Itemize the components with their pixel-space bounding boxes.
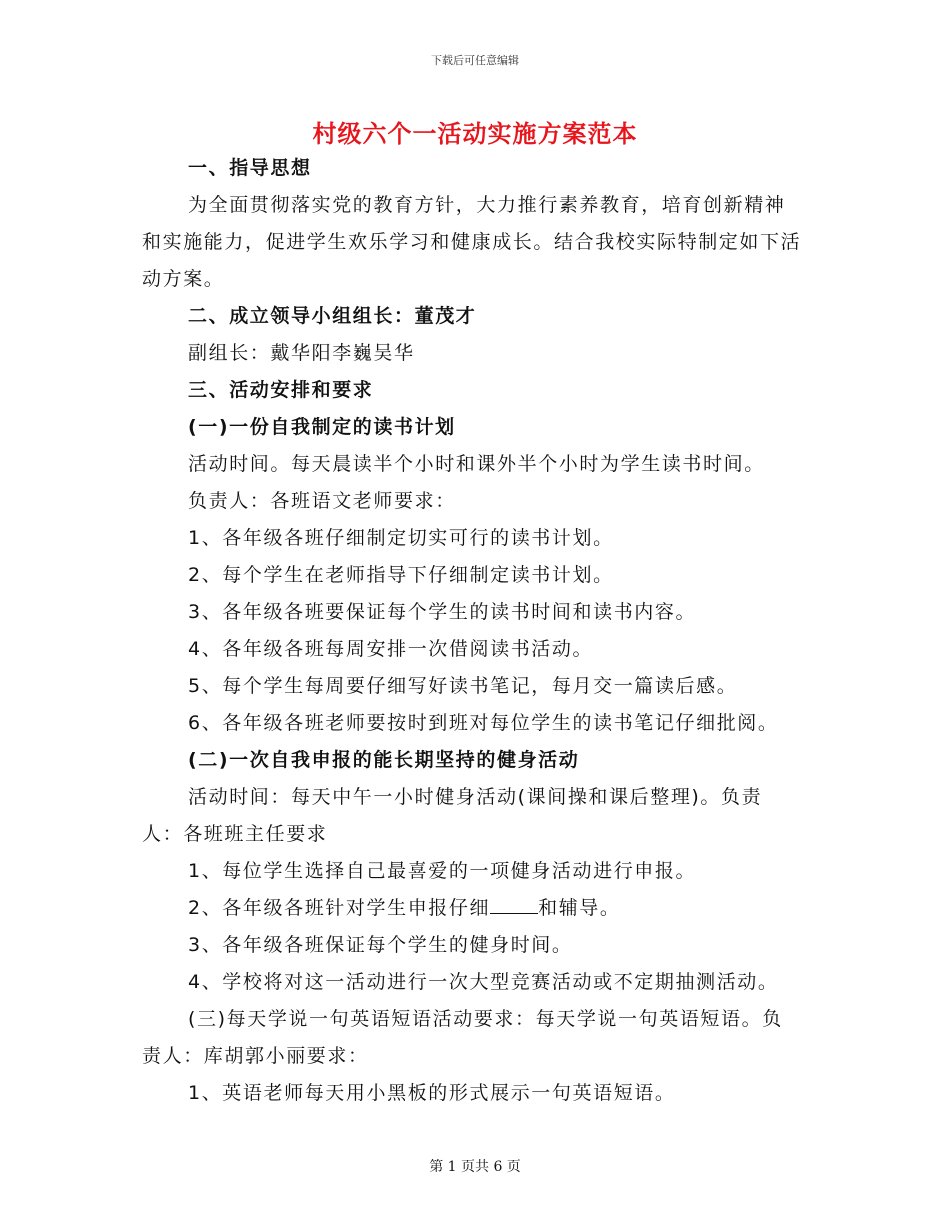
header-note: 下载后可任意编辑 (431, 54, 519, 67)
list-item-fitness-3: 3、各年级各班保证每个学生的健身时间。 (188, 934, 573, 956)
fill-in-blank (490, 897, 538, 914)
fitness-2-text-before: 2、各年级各班针对学生申报仔细 (188, 897, 491, 919)
list-item-fitness-1: 1、每位学生选择自己最喜爱的一项健身活动进行申报。 (188, 860, 697, 882)
subsection-heading-fitness: (二)一次自我申报的能长期坚持的健身活动 (188, 749, 580, 771)
document-body (142, 150, 802, 1112)
paragraph-guiding-thought: 为全面贯彻落实党的教育方针，大力推行素养教育，培育创新精神和实施能力，促进学生欢乐学习和健康成长。结合我校实际特制定如下活动方案。 (142, 194, 802, 290)
list-item-reading-4: 4、各年级各班每周安排一次借阅读书活动。 (188, 638, 594, 660)
list-item-fitness-4: 4、学校将对这一活动进行一次大型竞赛活动或不定期抽测活动。 (188, 971, 779, 993)
paragraph-fitness-time: 活动时间：每天中午一小时健身活动(课间操和课后整理)。负责人：各班班主任要求 (142, 786, 763, 845)
paragraph-reading-owner: 负责人：各班语文老师要求： (188, 490, 456, 512)
section-heading-guiding-thought: 一、指导思想 (188, 157, 312, 179)
page-footer: 第 1 页共 6 页 (429, 1159, 521, 1175)
list-item-fitness-2 (142, 890, 802, 927)
list-item-reading-5: 5、每个学生每周要仔细写好读书笔记，每月交一篇读后感。 (188, 675, 738, 697)
fitness-2-text-after: 和辅导。 (538, 897, 621, 919)
list-item-reading-1: 1、各年级各班仔细制定切实可行的读书计划。 (188, 527, 614, 549)
list-item-reading-6: 6、各年级各班老师要按时到班对每位学生的读书笔记仔细批阅。 (188, 712, 779, 734)
paragraph-english-phrase: (三)每天学说一句英语短语活动要求：每天学说一句英语短语。负责人：库胡郭小丽要求： (142, 1008, 783, 1067)
section-heading-activities: 三、活动安排和要求 (188, 379, 374, 401)
list-item-english-1: 1、英语老师每天用小黑板的形式展示一句英语短语。 (188, 1082, 676, 1104)
subsection-heading-reading-plan: (一)一份自我制定的读书计划 (188, 416, 456, 438)
paragraph-reading-time: 活动时间。每天晨读半个小时和课外半个小时为学生读书时间。 (188, 453, 765, 475)
list-item-reading-2: 2、每个学生在老师指导下仔细制定读书计划。 (188, 564, 614, 586)
list-item-reading-3: 3、各年级各班要保证每个学生的读书时间和读书内容。 (188, 601, 697, 623)
page-title: 村级六个一活动实施方案范本 (312, 119, 638, 148)
section-heading-leadership: 二、成立领导小组组长：董茂才 (188, 305, 477, 327)
paragraph-vice-leaders: 副组长：戴华阳李巍吴华 (188, 342, 415, 364)
